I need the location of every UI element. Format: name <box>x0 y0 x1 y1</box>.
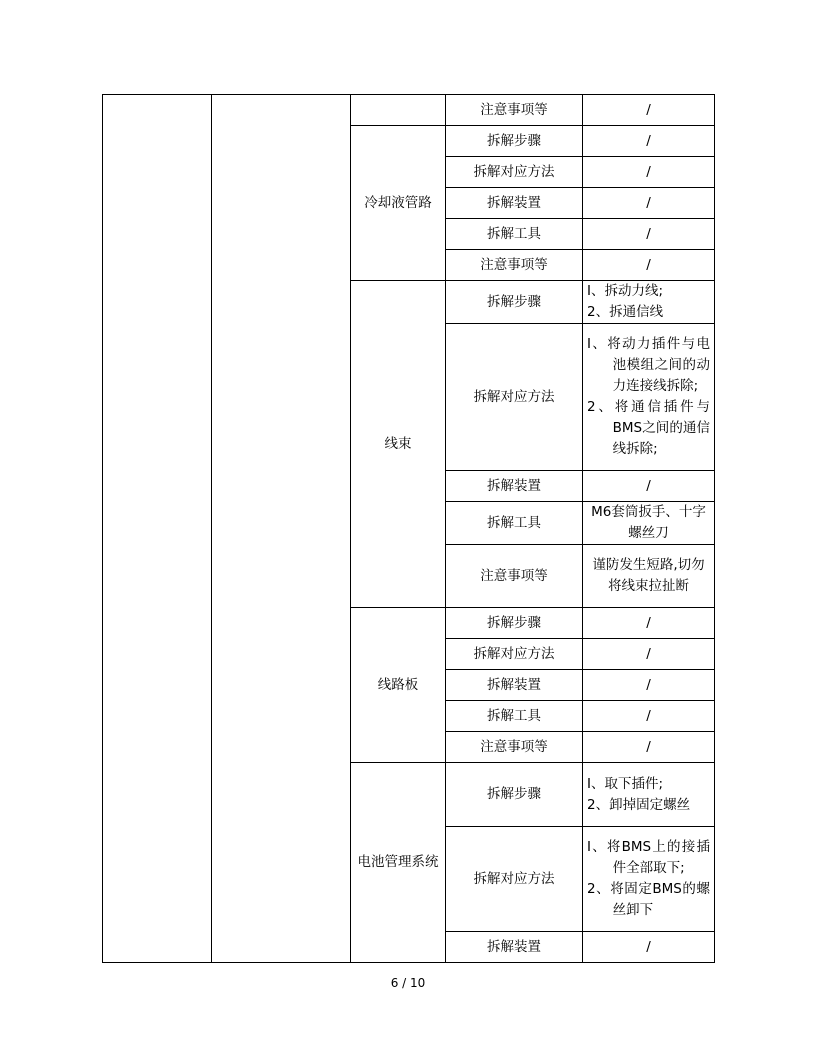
item-label: 拆解步骤 <box>446 763 583 827</box>
item-value: / <box>583 732 715 763</box>
item-label: 拆解装置 <box>446 471 583 502</box>
list-item: 2、将固定BMS的螺丝卸下 <box>587 881 710 918</box>
component-name: 线束 <box>351 281 446 608</box>
item-value <box>583 281 715 324</box>
item-value: / <box>583 126 715 157</box>
item-value: / <box>583 95 715 126</box>
item-label: 注意事项等 <box>446 250 583 281</box>
item-value <box>583 324 715 471</box>
component-name: 线路板 <box>351 608 446 763</box>
item-value: / <box>583 219 715 250</box>
disassembly-table <box>102 94 715 963</box>
item-label: 注意事项等 <box>446 545 583 608</box>
list-item: I、拆动力线; <box>587 283 664 299</box>
item-label: 拆解装置 <box>446 670 583 701</box>
item-label: 拆解装置 <box>446 932 583 963</box>
item-value: / <box>583 932 715 963</box>
item-value: / <box>583 608 715 639</box>
item-value: 谨防发生短路,切勿将线束拉扯断 <box>583 545 715 608</box>
page-number: 6 / 10 <box>390 976 426 990</box>
item-value: / <box>583 639 715 670</box>
item-value: / <box>583 701 715 732</box>
item-label: 拆解步骤 <box>446 126 583 157</box>
item-label: 注意事项等 <box>446 95 583 126</box>
item-label: 拆解对应方法 <box>446 827 583 932</box>
item-value: / <box>583 670 715 701</box>
blank-column-1 <box>103 95 212 963</box>
list-item: 2、卸掉固定螺丝 <box>587 796 691 813</box>
item-value: / <box>583 188 715 219</box>
item-label: 拆解步骤 <box>446 281 583 324</box>
list-item: I、将动力插件与电池模组之间的动力连接线拆除; <box>587 336 710 394</box>
item-value: / <box>583 157 715 188</box>
item-label: 拆解对应方法 <box>446 324 583 471</box>
list-item: 2、将通信插件与BMS之间的通信线拆除; <box>587 399 710 457</box>
item-label: 拆解对应方法 <box>446 157 583 188</box>
table-row <box>103 95 715 126</box>
list-item: 2、拆通信线 <box>587 304 664 320</box>
blank-column-2 <box>212 95 351 963</box>
item-value: M6套筒扳手、十字螺丝刀 <box>583 502 715 545</box>
list-item: I、将BMS上的接插件全部取下; <box>587 839 710 876</box>
item-value <box>583 827 715 932</box>
item-label: 拆解工具 <box>446 502 583 545</box>
item-label: 拆解工具 <box>446 219 583 250</box>
item-value: / <box>583 471 715 502</box>
item-label: 注意事项等 <box>446 732 583 763</box>
item-label: 拆解步骤 <box>446 608 583 639</box>
item-value <box>583 763 715 827</box>
list-item: I、取下插件; <box>587 775 664 792</box>
item-label: 拆解对应方法 <box>446 639 583 670</box>
item-label: 拆解装置 <box>446 188 583 219</box>
component-name <box>351 95 446 126</box>
item-value: / <box>583 250 715 281</box>
component-name: 冷却液管路 <box>351 126 446 281</box>
component-name: 电池管理系统 <box>351 763 446 963</box>
item-label: 拆解工具 <box>446 701 583 732</box>
